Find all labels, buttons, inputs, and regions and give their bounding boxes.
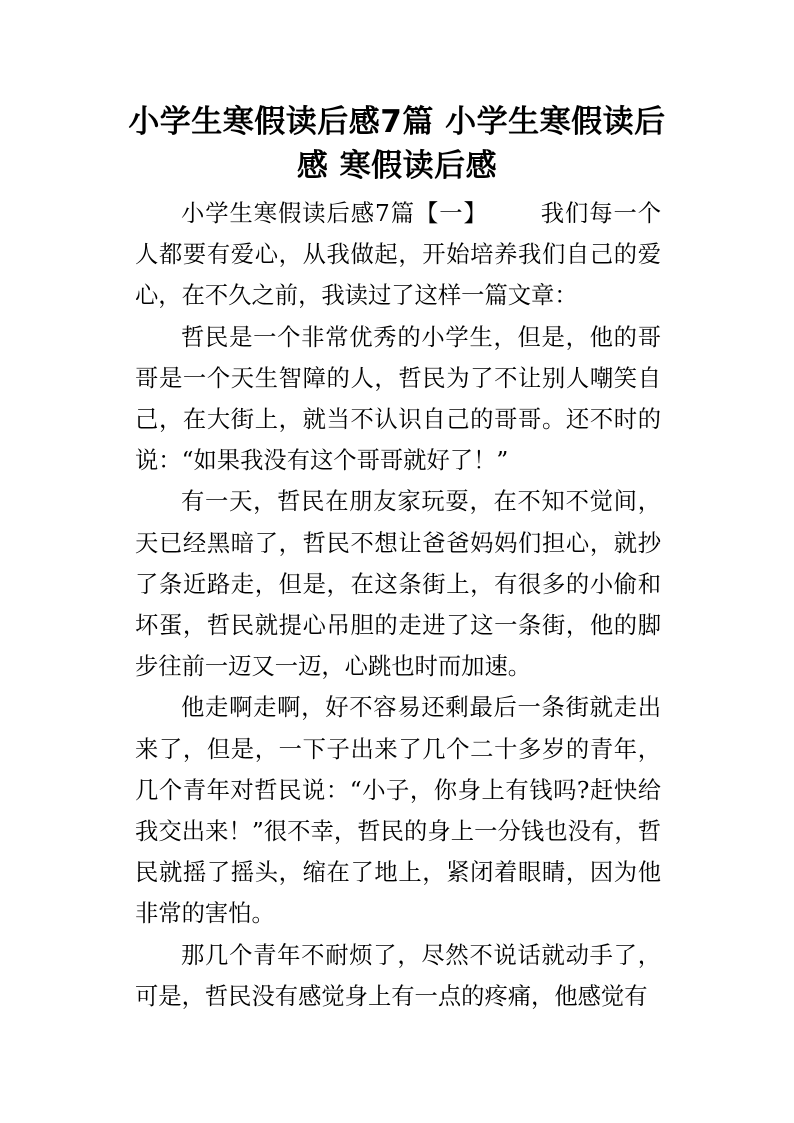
paragraph: 他走啊走啊，好不容易还剩最后一条街就走出来了，但是，一下子出来了几个二十多岁的青年，几个青年对哲民说：“小子，你身上有钱吗?赶快给我交出来！”很不幸，哲民的身上一分钱也没有，哲民就摇了摇头，缩在了地上，紧闭着眼睛，因为他非常的害怕。 bbox=[135, 694, 661, 928]
paragraph: 哲民是一个非常优秀的小学生，但是，他的哥哥是一个天生智障的人，哲民为了不让别人嘲笑自己，在大街上，就当不认识自己的哥哥。还不时的说：“如果我没有这个哥哥就好了！” bbox=[135, 323, 661, 475]
paragraph-text: 我们每一个人都要有爱心，从我做起，开始培养我们自己的爱心，在不久之前，我读过了这样一篇文章： bbox=[135, 200, 662, 310]
paragraph: 那几个青年不耐烦了，尽然不说话就动手了，可是，哲民没有感觉身上有一点的疼痛，他感觉有 bbox=[135, 941, 661, 1010]
document-title: 小学生寒假读后感7篇 小学生寒假读后感 寒假读后感 bbox=[128, 104, 666, 184]
paragraph: 有一天，哲民在朋友家玩耍，在不知不觉间，天已经黑暗了，哲民不想让爸爸妈妈们担心，就抄了条近路走，但是，在这条街上，有很多的小偷和坏蛋，哲民就提心吊胆的走进了这一条街，他的脚步往前一迈又一迈，心跳也时而加速。 bbox=[135, 488, 661, 681]
section-heading: 小学生寒假读后感7篇【一】 bbox=[181, 200, 488, 227]
document-body bbox=[135, 193, 661, 1017]
paragraph bbox=[135, 193, 661, 317]
